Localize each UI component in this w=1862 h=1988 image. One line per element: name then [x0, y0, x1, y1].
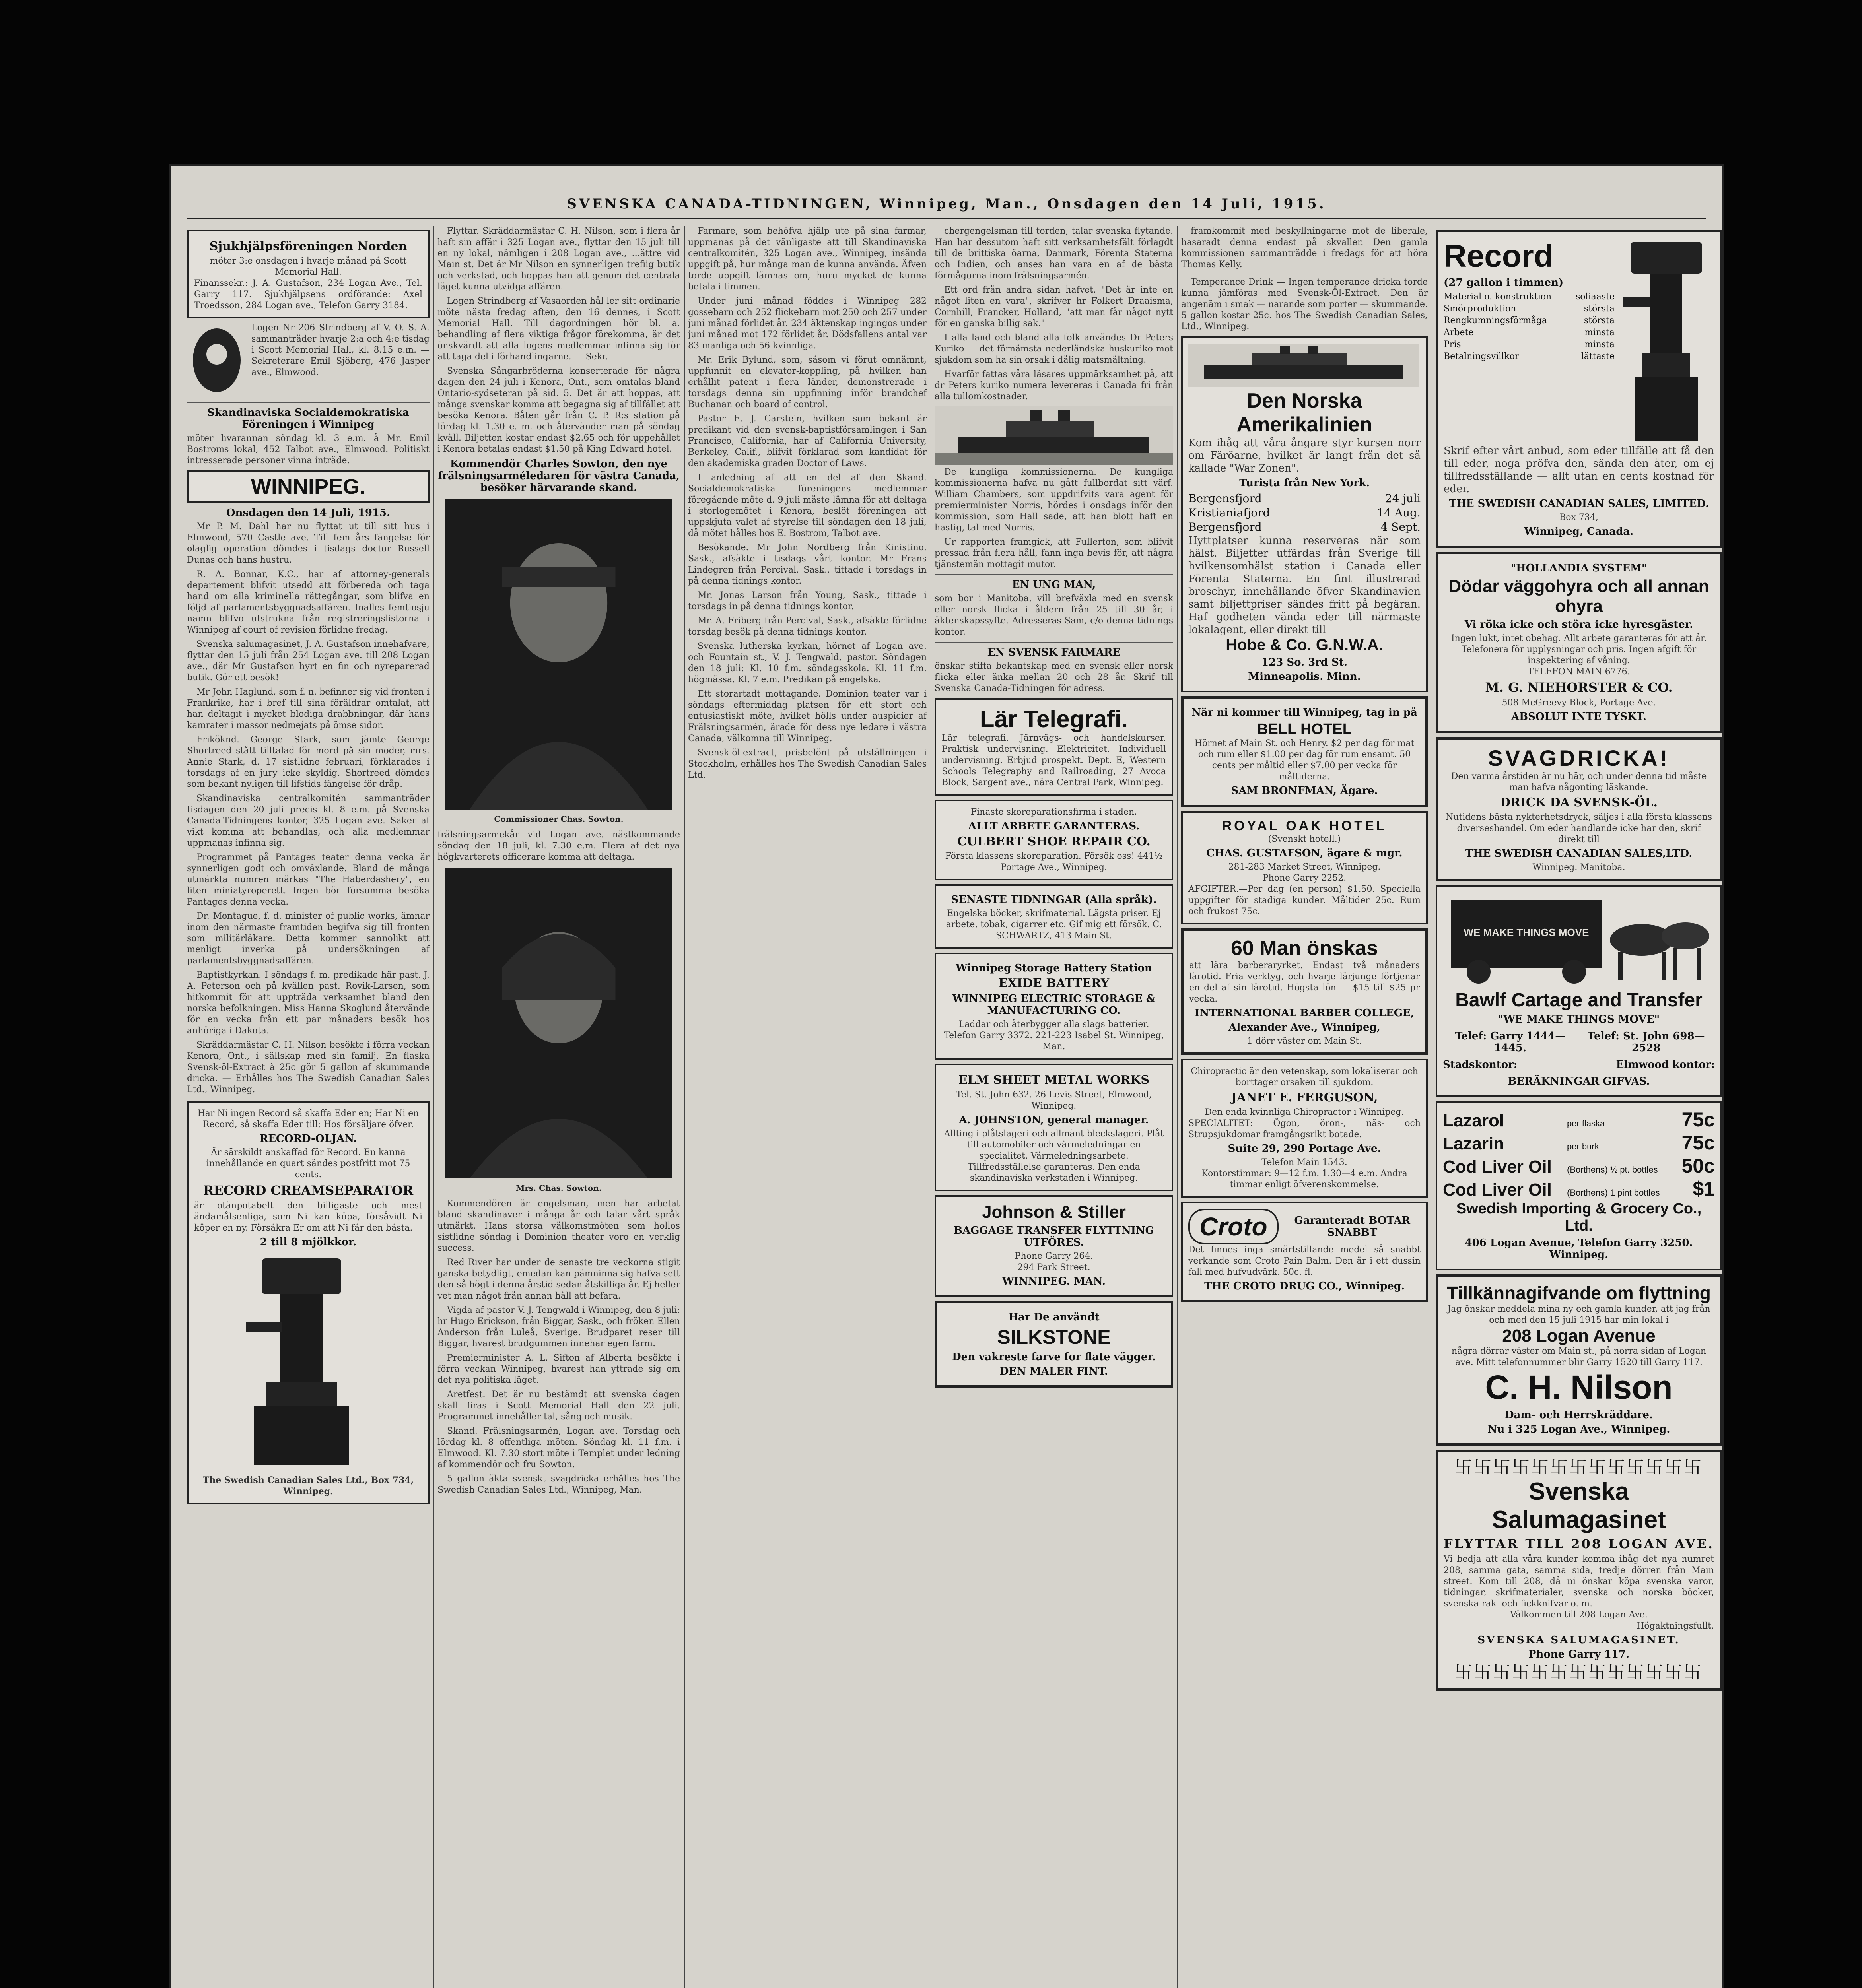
croto-sub: Garanteradt BOTAR SNABBT [1294, 1215, 1411, 1239]
news-item: 5 gallon äkta svenskt svagdricka erhålles hos The Swedish Canadian Sales Ltd., Winnipeg, Man. [437, 1474, 680, 1495]
spec-label: Smörproduktion [1444, 304, 1516, 314]
hollandia-main: Dödar väggohyra och all annan ohyra [1448, 577, 1709, 616]
sailing-date: 14 Aug. [1377, 506, 1421, 519]
record-spec-row [1444, 339, 1615, 351]
flytt-text2: några dörrar väster om Main st., på norra sidan af Logan ave. Mitt telefonnummer blir Garry 1520 till Garry 117. [1451, 1346, 1707, 1367]
svagdricka-advert [1436, 737, 1722, 881]
product-price: 75c [1681, 1132, 1715, 1154]
flytt-title: Tillkännagifvande om flyttning [1447, 1283, 1711, 1303]
royal-title: ROYAL OAK HOTEL [1222, 818, 1387, 833]
horse-wagon-icon [1443, 892, 1717, 988]
sosdem-text: möter hvarannan söndag kl. 3 e.m. å Mr. Emil Bostroms lokal, 452 Talbot ave., Elmwood. Politiskt intresserade personer vinna inträde. [187, 433, 430, 466]
news-item: Mr John Haglund, som f. n. befinner sig vid fronten i Frankrike, har i bref till sina föräldrar omtalat, att han deltagit i mycket blodiga drabbningar, där hans kamrater i massor nedmejats på ömse sidor. [187, 687, 430, 730]
shoe-name: CULBERT SHOE REPAIR CO. [957, 835, 1151, 848]
news-item: Ur rapporten framgick, att Fullerton, som blifvit pressad från flera håll, fann inga bevis för, att några tjänstemän mottagit mutor. [935, 537, 1173, 569]
croto-advert [1181, 1202, 1428, 1302]
barber-advert [1181, 928, 1428, 1055]
ferguson-hours: Kontorstimmar: 9—12 f.m. 1.30—4 e.m. Andra timmar enligt öfverenskommelse. [1201, 1169, 1407, 1190]
news-item: Aretfest. Det är nu bestämdt att svenska dagen skall firas i Scott Memorial Hall den 22 juli. Programmet innehåller tal, sång och musik. [437, 1390, 680, 1422]
royal-oak-advert [1181, 811, 1428, 924]
news-item [1181, 226, 1428, 270]
salu-title: Svenska Salumagasinet [1492, 1478, 1666, 1534]
battery-title: Winnipeg Storage Battery Station [956, 962, 1152, 974]
news-item: Mr. Erik Bylund, som, såsom vi förut omnämnt, uppfunnit en elevator-koppling, på hvilken han erhållit patent i flera länder, demonstrerade i torsdags denna sin uppfinning inför brandchef Buchanan och board of control. [688, 355, 927, 410]
nilson-sub: Dam- och Herrskräddare. [1504, 1409, 1653, 1421]
photo-caption: Mrs. Chas. Sowton. [516, 1183, 602, 1193]
man-title: 60 Man önskas [1231, 937, 1378, 960]
bawlf-offices [1443, 1056, 1715, 1073]
spec-label: Betalningsvillkor [1444, 351, 1519, 361]
grocery-title: Swedish Importing & Grocery Co., Ltd. [1456, 1200, 1702, 1234]
commissioner-photo [445, 499, 672, 824]
divider [935, 574, 1173, 575]
portrait-icon [445, 868, 672, 1178]
temperance-text: Temperance Drink — Ingen temperance dricka torde kunna jämföras med Svensk-Öl-Extract. Den är angenäm i smak — narande som porter — skummande. 5 gallon kostar 25c. hos The Swedish Canadian Sales, Ltd., Winnipeg. [1181, 277, 1428, 332]
spec-value: lättaste [1581, 351, 1615, 361]
silkstone-advert [935, 1301, 1173, 1388]
record-intro: Har Ni ingen Record så skaffa Eder en; Har Ni en Record, så skaffa Eder till; Hos försäljare öfver. [197, 1109, 419, 1130]
hollandia-title: "HOLLANDIA SYSTEM" [1510, 562, 1647, 574]
spec-value: soliaaste [1576, 292, 1615, 302]
ferguson-text: Chiropractic är den vetenskap, som lokaliserar och borttager orsaken till sjukdom. [1191, 1066, 1418, 1087]
winnipeg-heading: WINNIPEG. [251, 475, 365, 499]
news-item: Svenska salumagasinet, J. A. Gustafson innehafvare, flyttar den 15 juli från 254 Logan ave. till 208 Logan ave., där Mr Gustafson hyrt en fin och nyreparerad butik. Gör ett besök! [187, 639, 430, 683]
salu-text: Vi bedja att alla våra kunder komma ihåg det nya numret 208, samma gata, samma sida, tredje dörren från Main street. Kom till 208, då ni önskar köpa svenska varor, tidningar, skrifmaterialer, svenska och norska böcker, svenska rak- och fickknifvar o. m. [1444, 1554, 1714, 1609]
js-sub: BAGGAGE TRANSFER FLYTTNING UTFÖRES. [954, 1225, 1154, 1248]
ship-name: Bergensfjord [1188, 492, 1262, 505]
news-item: Skand. Frälsningsarmén, Logan ave. Torsdag och lördag kl. 8 offentliga möten. Söndag kl. 11 f.m. i Elmwood. Kl. 7.30 stort möte i Templet under ledning af kommendör och fru Sowton. [437, 1426, 680, 1470]
ferguson-addr: Suite 29, 290 Portage Ave. [1228, 1143, 1381, 1155]
news-item: Ett ord från andra sidan hafvet. "Det är inte en något liten en vara", skrifver hr Folkert Draaisma, Cornhill, Francker, Holland, "att man får något nytt för en ganska billig sak." [935, 285, 1173, 328]
product-unit: per burk [1567, 1142, 1599, 1151]
ferguson-advert [1181, 1059, 1428, 1198]
news-item: Hvarför fattas våra läsares uppmärksamhet på, att dr Peters kuriko numera levereras i Canada fri från alla tullomkostnader. [935, 369, 1173, 402]
column-rule [433, 226, 434, 1988]
croto-foot: THE CROTO DRUG CO., Winnipeg. [1204, 1280, 1405, 1292]
croto-title: Croto [1188, 1209, 1279, 1244]
bawlf-advert [1436, 885, 1722, 1097]
news-text: framkommit med beskyllningarne mot de liberale, hasaradt denna endast på skvaller. Den gamla kommissionen sammanträdde i fredags för att höra Thomas Kelly. [1181, 226, 1428, 270]
bawlf-phones [1443, 1028, 1715, 1056]
product-row [1443, 1177, 1715, 1200]
norska-text: Kom ihåg att våra ångare styr kursen norr om Färöarne, hvilket är långt från det så kallade "War Zonen". [1188, 437, 1421, 474]
croto-header [1188, 1209, 1421, 1244]
shoe-repair-advert [935, 800, 1173, 880]
sowton-headline: Kommendör Charles Sowton, den nye frälsningsarméledaren för västra Canada, besöker härvarande skand. [438, 458, 680, 494]
column-2 [437, 226, 680, 1988]
senaste-title: SENASTE TIDNINGAR (Alla språk). [951, 894, 1157, 906]
elm-text: Tel. St. John 632. 26 Levis Street, Elmwood, Winnipeg. [956, 1090, 1152, 1111]
news-item: Besökande. Mr John Nordberg från Kinistino, Sask., afsäkte i tisdags vårt kontor. Mr Frans Lindegren från Percival, Sask., tittade i torsdags in på denna tidnings kontor. [688, 543, 927, 586]
bawlf-office1: Stadskontor: [1443, 1059, 1518, 1071]
spec-label: Material o. konstruktion [1444, 292, 1552, 302]
record-spec-row [1444, 327, 1615, 339]
column-1 [187, 226, 430, 1988]
flytt-addr: 208 Logan Avenue [1502, 1326, 1656, 1345]
news-item: Skandinaviska centralkomitén sammanträder tisdagen den 20 juli precis kl. 8 e.m. på Svenska Canada-Tidningens kontor, 325 Logan ave. Saker af vikt komma att behandlas, och alla medlemmar uppmanas infinna sig. [187, 794, 430, 848]
local-news [187, 521, 430, 1095]
record-company: THE SWEDISH CANADIAN SALES, LIMITED. [1448, 498, 1709, 510]
js-title: Johnson & Stiller [982, 1202, 1126, 1222]
bell-hotel-advert [1181, 696, 1428, 807]
bell-owner: SAM BRONFMAN, Ägare. [1231, 785, 1378, 797]
bawlf-slogan: "WE MAKE THINGS MOVE" [1498, 1013, 1660, 1025]
senaste-advert [935, 884, 1173, 949]
johnson-stiller-advert [935, 1195, 1173, 1297]
ferguson-name: JANET E. FERGUSON, [1231, 1091, 1378, 1105]
record-oil-title: RECORD-OLJAN. [259, 1133, 357, 1145]
sosdem-title: Skandinaviska Socialdemokratiska Föreningen i Winnipeg [207, 407, 409, 431]
bell-text: Hörnet af Main St. och Henry. $2 per dag för mat och rum eller $1.00 per dag för rum ensamt. 50 cents per måltid eller $7.00 per vecka för måltiderna. [1194, 738, 1415, 782]
hollandia-text: Ingen lukt, intet obehag. Allt arbete garanteras för att år. Telefonera för upplysningar och pris. Ingen afgift för inspektering af våning. [1451, 633, 1707, 666]
croto-text: Det finnes inga smärtstillande medel så snabbt verkande som Croto Pain Balm. Den är i ett dussin fall med hufvudvärk. 50c. fl. [1188, 1245, 1421, 1277]
bawlf-title: Bawlf Cartage and Transfer [1455, 990, 1703, 1011]
divider [187, 402, 430, 403]
bawlf-tel1: Telef: Garry 1444—1445. [1455, 1030, 1566, 1054]
svag-main: DRICK DA SVENSK-ÖL. [1500, 796, 1658, 810]
salumagasinet-advert [1436, 1450, 1722, 1691]
product-price: 50c [1681, 1155, 1715, 1177]
news-item: Flyttar. Skräddarmästar C. H. Nilson, som i flera år haft sin affär i 325 Logan ave., flyttar den 15 juli till en ny lokal, nämligen i 208 Logan ave., ...ättre vid Main st. Det är Mr Nilson en synnerligen trefiig butik och verkstad, och hoppas han att genom det centrala läget kunna utvidga affären. [437, 226, 680, 292]
sjukhjalp-title: Sjukhjälpsföreningen Norden [209, 239, 407, 253]
hobe-addr: 123 So. 3rd St. [1261, 656, 1347, 668]
liner-ship-icon [1188, 344, 1419, 387]
royal-text: AFGIFTER.—Per dag (en person) $1.50. Speciella uppgifter för stadiga kunder. Måltider 25c. Rum och frukost 75c. [1188, 884, 1421, 916]
ferguson-title: Den enda kvinnliga Chiropractor i Winnipeg. [1205, 1107, 1404, 1117]
spec-value: största [1584, 304, 1615, 314]
silk-line: Har De användt [1008, 1311, 1100, 1323]
elm-advert [935, 1064, 1173, 1191]
spec-label: Rengkumningsförmåga [1444, 316, 1547, 326]
sjukhjalp-notice [187, 230, 430, 318]
product-row [1443, 1108, 1715, 1131]
svag-company: THE SWEDISH CANADIAN SALES,LTD. [1465, 848, 1693, 860]
date-line: Onsdagen den 14 Juli, 1915. [226, 507, 391, 519]
winnipeg-heading-box [187, 470, 430, 503]
product-unit: (Borthens) ½ pt. bottles [1567, 1165, 1658, 1175]
record-details [1444, 238, 1615, 445]
record-spec-row [1444, 303, 1615, 315]
news-item: Kommendören är engelsman, men har arbetat bland skandinaver i många år och talar vårt språk utmärkt. Hans storsa välkomstmöten som hollos sistlidne söndag i Dominion theater voro en verklig success. [437, 1199, 680, 1253]
product-row [1443, 1131, 1715, 1154]
elm-body: Allting i plåtslageri och allmänt bleckslageri. Plåt till automobiler och värmeledningar en specialitet. Värmeledningsarbete. Tillfredsställelse garanteras. Den enda skandinaviska verkstaden i Winnipeg. [944, 1129, 1164, 1183]
news-item: Skräddarmästar C. H. Nilson besökte i förra veckan Kenora, Ont., i sällskap med sin familj. En flaska Svensk-öl-Extract à 25c gör 5 gallon af skummande dricka. — Erhålles hos The Swedish Canadian Sales Ltd., Winnipeg. [187, 1040, 430, 1095]
ship-name: Bergensfjord [1188, 520, 1262, 534]
grocery-addr: 406 Logan Avenue, Telefon Garry 3250. Winnipeg. [1465, 1237, 1693, 1261]
sailing-date: 4 Sept. [1380, 520, 1421, 534]
product-price: 75c [1681, 1109, 1715, 1131]
svag-text: Den varma årstiden är nu här, och under denna tid måste man hafva någonting läskande. [1451, 771, 1707, 792]
masthead: SVENSKA CANADA-TIDNINGEN, Winnipeg, Man., Onsdagen den 14 Juli, 1915. [187, 190, 1706, 219]
steamship-icon [935, 406, 1173, 465]
cream-separator-icon [1619, 238, 1714, 445]
news-item: Pastor E. J. Carstein, hvilken som bekant är predikant vid den svensk-baptistförsamlingen i San Francisco, California, har af California University, Berkeley, Calif., blifvit förklarad som kandidat för den akademiska graden Doctor of Laws. [688, 414, 927, 468]
news-item: Dr. Montague, f. d. minister of public works, ämnar inom den närmaste framtiden begifva sig till fronten som militärläkare. Detta kommer sannolikt att menligt inverka på undersökningen af parlamentsbyggnadsaffären. [187, 911, 430, 966]
record-box: Box 734, [1559, 513, 1598, 522]
product-unit: per flaska [1567, 1118, 1605, 1128]
news-block [935, 226, 1173, 402]
bawlf-calc: BERÄKNINGAR GIFVAS. [1508, 1076, 1650, 1087]
product-price: $1 [1693, 1178, 1715, 1200]
turista-line: Turista från New York. [1239, 477, 1370, 489]
elm-mgr: A. JOHNSTON, general manager. [959, 1114, 1149, 1126]
record-separator-title: RECORD CREAMSEPARATOR [203, 1183, 414, 1198]
farmare-text: önskar stifta bekantskap med en svensk eller norsk flicka eller änka mellan 20 och 28 år. Skrif till Svenska Canada-Tidningen för adress. [935, 661, 1173, 693]
news-item: Mr. A. Friberg från Percival, Sask., afsäkte förlidne torsdag besök på denna tidnings kontor. [688, 616, 927, 637]
news-item: Vigda af pastor V. J. Tengwald i Winnipeg, den 8 juli: hr Hugo Erickson, från Biggar, Sask., och fröken Ellen Anderson från Luleå, Sverige. Brudparet reser till Biggar, hvarest brudgummen innehar egen farm. [437, 1305, 680, 1349]
record-advert [187, 1101, 430, 1504]
product-name: Lazarin [1443, 1134, 1504, 1153]
portrait-icon [445, 499, 672, 810]
man-addr: Alexander Ave., Winnipeg, [1228, 1021, 1380, 1033]
bawlf-office2: Elmwood kontor: [1616, 1059, 1715, 1071]
news-item: I anledning af att en del af den Skand. Socialdemokratiska föreningens medlemmar föregående möte d. 9 juli måste lämna för att deltaga i storlogemötet i Kenora, beslöt föreningen att uppskjuta valet af styrelse till söndagen den 18 juli, då mötet hålles hos E. Bostrom, Talbot ave. [688, 473, 927, 538]
product-list [1443, 1108, 1715, 1200]
record-title: Record [1444, 238, 1553, 274]
news-block [935, 467, 1173, 570]
js-phone: Phone Garry 264. [1015, 1251, 1093, 1261]
royal-sub: (Svenskt hotell.) [1268, 834, 1341, 844]
bawlf-tel2: Telef: St. John 698—2528 [1587, 1030, 1705, 1054]
battery-name: EXIDE BATTERY [998, 977, 1110, 990]
en-ung-man-text: som bor i Manitoba, vill brefväxla med en svensk eller norsk flicka i åldern från 25 till 30 år, i äktenskapssyfte. Adresseras Sam, c/o denna tidnings kontor. [935, 594, 1173, 637]
vasa-text: Logen Nr 206 Strindberg af V. O. S. A. sammanträder hvarje 2:a och 4:e tisdag i Scott Memorial Hall, kl. 8.15 e.m. — Sekreterare Emil Sjöberg, 476 Jasper ave., Elmwood. [251, 323, 430, 377]
hollandia-note: ABSOLUT INTE TYSKT. [1511, 711, 1646, 723]
product-row [1443, 1154, 1715, 1177]
spec-label: Arbete [1444, 328, 1474, 338]
sailing-row [1188, 520, 1421, 534]
senaste-text: Engelska böcker, skrifmaterial. Lägsta priser. Ej arbete, tobak, cigarrer etc. Gif mig ett försök. C. SCHWARTZ, 413 Main St. [946, 909, 1162, 941]
border-ornament-icon: 卐卐卐卐卐卐卐卐卐卐卐卐卐 [1455, 1457, 1703, 1477]
elm-title: ELM SHEET METAL WORKS [958, 1073, 1150, 1087]
mrs-sowton-photo [445, 868, 672, 1193]
hollandia-sub: Vi röka icke och störa icke hyresgäster. [1464, 619, 1693, 631]
column-3 [688, 226, 927, 1988]
spec-label: Pris [1444, 340, 1461, 349]
telegrafi-text: Lär telegrafi. Järnvägs- och handelskurser. Praktisk undervisning. Elektricitet. Individuell undervisning. Erbjud prospekt. Dept. E, Western Schools Telegraphy and Railroading, 27 Avoca Block, Sargent ave., nära Central Park, Winnipeg. [942, 733, 1166, 788]
ferguson-spec: SPECIALITET: Ögon, öron-, näs- och Strupsjukdomar framgångsrikt botade. [1188, 1118, 1421, 1140]
divider [935, 642, 1173, 643]
record-header [1444, 238, 1714, 445]
salu-name: SVENSKA SALUMAGASINET. [1477, 1634, 1680, 1646]
sailings-list [1188, 491, 1421, 534]
hollandia-name: M. G. NIEHORSTER & CO. [1485, 680, 1673, 695]
spec-value: största [1584, 316, 1615, 326]
sailing-row [1188, 491, 1421, 506]
bell-name: BELL HOTEL [1257, 721, 1352, 738]
sjukhjalp-officers: Finanssekr.: J. A. Gustafson, 234 Logan Ave., Tel. Garry 117. Sjukhjälpsens ordförande: Axel Troedsson, 284 Logan ave., Telefon Garry 3184. [194, 278, 422, 311]
column-6 [1436, 226, 1722, 1988]
news-item: Svenska Sångarbröderna konserterade för några dagen den 24 juli i Kenora, Ont., som omtalas bland Ontario-sydseteran på sid. 5. Det är att hoppas, att många svenskar komma att begagna sig af tillfället att besöka Kenora. Båten går från C. P. R:s station på lördag kl. 1.30 e. m. och återvänder man på söndag kväll. Biljetten kostar endast $2.65 och för uppehållet i Kenora betalas endast $1.50 på King Edward hotel. [437, 366, 680, 454]
record-sub: (27 gallon i timmen) [1444, 277, 1564, 289]
cream-separator-icon [194, 1250, 409, 1473]
news-block [437, 1198, 680, 1496]
sailing-row [1188, 506, 1421, 520]
salu-welcome: Välkommen till 208 Logan Ave. [1510, 1610, 1648, 1620]
photo-caption: Commissioner Chas. Sowton. [494, 814, 624, 824]
news-item: Svenska lutherska kyrkan, hörnet af Logan ave. och Fountain st., V. J. Tengwald, pastor. Söndagen den 18 juli: Kl. 10 f.m. söndagsskola. Kl. 11 f.m. högmässa. Kl. 7 e.m. Predikan på engelska. [688, 641, 927, 685]
news-item: Farmare, som behöfva hjälp ute på sina farmar, uppmanas på det vänligaste att till Skandinaviska centralkomitén, 325 Logan ave., Winnipeg, insända uppgift på, hur många man de kunna använda. Äfven torde uppgift lämnas om, huru mycket de kunna betala i timmen. [688, 226, 927, 292]
hobe-city: Minneapolis. Minn. [1248, 671, 1361, 683]
record-spec-row [1444, 291, 1615, 303]
vasa-notice [187, 322, 430, 398]
bell-title: När ni kommer till Winnipeg, tag in på [1191, 707, 1417, 718]
news-block [437, 226, 680, 455]
man-college: INTERNATIONAL BARBER COLLEGE, [1195, 1007, 1414, 1019]
hollandia-addr: 508 McGreevy Block, Portage Ave. [1502, 698, 1656, 708]
svag-title: SVAGDRICKA! [1488, 746, 1670, 771]
silk-sub: Den vakreste farve for flate vägger. [952, 1351, 1156, 1363]
telegrafi-title: Lär Telegrafi. [980, 706, 1128, 732]
news-item: Friköknd. George Stark, som jämte George Shortreed stått tilltalad för mord på sin moder, mrs. Annie Stark, d. 17 sistlidne februari, förklarades i torsdags af en jury icke skyldig. Shortreed dömdes som bekant nyligen till lifstids fängelse för dråp. [187, 735, 430, 789]
record-city: Winnipeg, Canada. [1524, 526, 1634, 538]
news-item: Premierminister A. L. Sifton af Alberta besökte i förra veckan Winnipeg, hvarest han yttrade sig om det nya politiska läget. [437, 1353, 680, 1385]
ship-name: Kristianiafjord [1188, 506, 1270, 519]
border-ornament-icon: 卐卐卐卐卐卐卐卐卐卐卐卐卐 [1455, 1662, 1703, 1683]
news-item: De kungliga kommissionerna. De kungliga kommissionerna hafva nu gått fullbordat sitt värf. William Chambers, som uppdrifvits vara agent för premierminister Norris, hördes i onsdags inför den kommission, som Hall sade, att han blott haft en hastig, tal med Norris. [935, 467, 1173, 533]
newspaper-page [171, 166, 1722, 1988]
column-4 [935, 226, 1173, 1988]
hollandia-advert [1436, 552, 1722, 733]
news-item: R. A. Bonnar, K.C., har af attorney-generals departement blifvit utsedd att förbereda och taga hand om alla kriminella rättegångar, som blifva en följd af parlamentsbyggnadsaffären. Inalles femtiosju namn blifvo utstrukna från registreringslistorna i Winnipeg af court of revision förlidne fredag. [187, 569, 430, 635]
sjukhjalp-text: möter 3:e onsdagen i hvarje månad på Scott Memorial Hall. [210, 256, 407, 277]
hollandia-phone: TELEFON MAIN 6776. [1528, 667, 1630, 677]
record-spec-row [1444, 315, 1615, 327]
news-item: Svensk-öl-extract, prisbelönt på utställningen i Stockholm, erhålles hos The Swedish Canadian Sales Ltd. [688, 748, 927, 780]
news-item: Logen Strindberg af Vasaorden hål ler sitt ordinarie möte nästa fredag aften, den 16 dennes, i Scott Memorial Hall. Till dagordningen hör bl. a. behandling af flera viktiga frågor förekomma, är det önskvärdt att alla logens medlemmar infinna sig för att taga del i förhandlingarne. — Sekr. [437, 296, 680, 362]
battery-text: Laddar och återbygger alla slags batterier. Telefon Garry 3372. 221-223 Isabel St. Winnipeg, Man. [944, 1019, 1164, 1052]
truck-slogan: WE MAKE THINGS MOVE [1464, 926, 1589, 938]
page-inner [187, 190, 1715, 1988]
news-item: Programmet på Pantages teater denna vecka är synnerligen godt och omväxlande. Bland de många utmärkta numren märkas "The Haberdashery", en liten miniatyroperett. Ingen bör försumma besöka Pantages denna vecka. [187, 852, 430, 907]
silk-foot: DEN MALER FINT. [999, 1365, 1108, 1377]
product-name: Cod Liver Oil [1443, 1157, 1552, 1176]
hobe-name: Hobe & Co. G.N.W.A. [1226, 636, 1383, 654]
column-rule [684, 226, 685, 1988]
norska-text2: Hyttplatser kunna reserveras när som hälst. Biljetter utfärdas från Sverige till hvilkensomhälst station i Canada eller Förenta Staterna. En fint illustrerad broschyr, innehållande öfver Skandinavien samt biljettpriser sändes fritt på begäran. Haf godheten vända eder till närmaste lokalagent, eller direkt till [1188, 535, 1421, 636]
product-unit: (Borthens) 1 pint bottles [1567, 1188, 1660, 1198]
salu-move: FLYTTAR TILL 208 LOGAN AVE. [1444, 1536, 1714, 1551]
en-ung-man-title: EN UNG MAN, [1012, 579, 1096, 591]
record-spec-table [1444, 291, 1615, 363]
product-name: Lazarol [1443, 1111, 1504, 1130]
nilson-name: C. H. Nilson [1485, 1369, 1673, 1406]
ferguson-phone: Telefon Main 1543. [1261, 1157, 1347, 1167]
sailing-date: 24 juli [1385, 492, 1421, 505]
farmare-title: EN SVENSK FARMARE [987, 646, 1121, 658]
flytt-text: Jag önskar meddela mina ny och gamla kunder, att jag från och med den 15 juli 1915 har min lokal i [1447, 1304, 1710, 1325]
record-oil-text: Är särskildt anskaffad för Record. En kanna innehållande en quart sändes postfritt mot 75 cents. [206, 1147, 410, 1180]
news-item: frälsningsarmekår vid Logan ave. nästkommande söndag den 18 juli, kl. 7.30 e.m. Flera af det nya högkvarterets officerare komma att deltaga. [437, 830, 680, 862]
column-rule [1177, 226, 1178, 1988]
norska-title: Den Norska Amerikalinien [1236, 389, 1372, 436]
grocery-advert [1436, 1101, 1722, 1270]
shoe-text: Första klassens skoreparation. Försök oss! 441½ Portage Ave., Winnipeg. [945, 851, 1163, 872]
news-item: Ett storartadt mottagande. Dominion teater var i söndags eftermiddag platsen för ett stort och entusiastiskt möte, hvilket hölls under auspicier af Frälsningsarmén, ärade för dess nye ledare i västra Canada, välkomna till Winnipeg. [688, 689, 927, 744]
column-5 [1181, 226, 1428, 1988]
record-footer: The Swedish Canadian Sales Ltd., Box 734, Winnipeg. [202, 1475, 414, 1497]
svag-city: Winnipeg. Manitoba. [1532, 862, 1625, 872]
record-separator-text: är otänpotabelt den billigaste och mest ändamålsenliga, som Ni kan köpa, försåvidt Ni köper en ny. Försäkra Er om att Ni får den bästa. [194, 1201, 422, 1233]
royal-phone: Phone Garry 2252. [1262, 873, 1347, 883]
js-city: WINNIPEG. MAN. [1002, 1276, 1106, 1287]
news-item: Baptistkyrkan. I söndags f. m. predikade här past. J. A. Peterson och på kvällen past. Rovik-Larsen, som hitkommit för att uppträda verksamhet bland den norska befolkningen. Miss Hanna Skoglund återvände för en vecka från ett par månaders besök hos anhöriga i Dakota. [187, 970, 430, 1036]
record-separator-advert [1436, 230, 1722, 548]
news-item: Under juni månad föddes i Winnipeg 282 gossebarn och 252 flickebarn mot 250 och 257 under juni månad förlidet år. 234 äktenskap ingingos under juni månad mot 172 förlidet år. Dödsfallens antal var 83 manliga och 56 kvinnliga. [688, 296, 927, 351]
news-item: chergengelsman till torden, talar svenska flytande. Han har dessutom haft sitt verksamhetsfält förlagdt till de brittiska öarna, Danmark, Förenta Staterna och Indien, och anses han vara en af de bästa förmågorna inom frälsningsarmén. [935, 226, 1173, 281]
nilson-addr: Nu i 325 Logan Ave., Winnipeg. [1487, 1423, 1670, 1435]
shoe-sub: ALLT ARBETE GARANTERAS. [968, 820, 1140, 832]
salu-phone: Phone Garry 117. [1528, 1648, 1630, 1660]
temperance-notice [1181, 274, 1428, 332]
man-addr2: 1 dörr väster om Main St. [1247, 1036, 1362, 1046]
news-item: Mr P. M. Dahl har nu flyttat ut till sitt hus i Elmwood, 570 Castle ave. Till fem års fängelse för olaglig operation dömdes i tisdags doctor Russell Dunas och hans hustru. [187, 522, 430, 565]
news-block [688, 226, 927, 781]
product-name: Cod Liver Oil [1443, 1180, 1552, 1200]
record-text: Skrif efter vårt anbud, som eder tillfälle att få den till eder, noga pröfva den, sända den åter, om ej tillfredsställande — allt utan en cents kostnad för eder. [1444, 445, 1714, 495]
battery-company: WINNIPEG ELECTRIC STORAGE & MANUFACTURING CO. [952, 993, 1156, 1017]
royal-owner: CHAS. GUSTAFSON, ägare & mgr. [1206, 847, 1403, 859]
record-spec-row [1444, 351, 1615, 363]
battery-advert [935, 953, 1173, 1060]
vasa-emblem-icon [187, 322, 247, 398]
js-addr: 294 Park Street. [1017, 1262, 1090, 1272]
svag-text2: Nutidens bästa nykterhetsdryck, säljes i alla första klassens diverseshandel. Om eder handlande icke har den, skrif direkt till [1445, 812, 1712, 845]
shoe-title: Finaste skoreparationsfirma i staden. [970, 807, 1137, 817]
salu-sign: Högaktningsfullt, [1637, 1621, 1714, 1631]
news-item: Red River har under de senaste tre veckorna stigit ganska betydligt, emedan kan pämninna sig hafva sett den så högt i denna årstid sedan åtskilliga år. Ej heller vet man något från annan håll att befara. [437, 1258, 680, 1301]
flyttning-advert [1436, 1274, 1722, 1446]
record-sizes: 2 till 8 mjölkkor. [260, 1236, 357, 1248]
spec-value: minsta [1584, 328, 1615, 338]
news-item: I alla land och bland alla folk användes Dr Peters Kuriko — det förnämsta nederländska huskuriko mot sjukdom som ha sin orsak i dålig matsmältning. [935, 333, 1173, 365]
telegrafi-advert [935, 698, 1173, 796]
spec-value: minsta [1584, 340, 1615, 349]
man-text: att lära barberaryrket. Endast två månaders lärotid. Fria verktyg, och hvarje lärjunge förtjenar en del af sin lärotid. Högsta lön — $15 till $25 pr vecka. [1189, 961, 1420, 1004]
silk-title: SILKSTONE [997, 1326, 1111, 1348]
norska-advert [1181, 336, 1428, 692]
royal-addr: 281-283 Market Street, Winnipeg. [1228, 862, 1381, 872]
news-item: Mr. Jonas Larson från Young, Sask., tittade i torsdags in på denna tidnings kontor. [688, 590, 927, 612]
